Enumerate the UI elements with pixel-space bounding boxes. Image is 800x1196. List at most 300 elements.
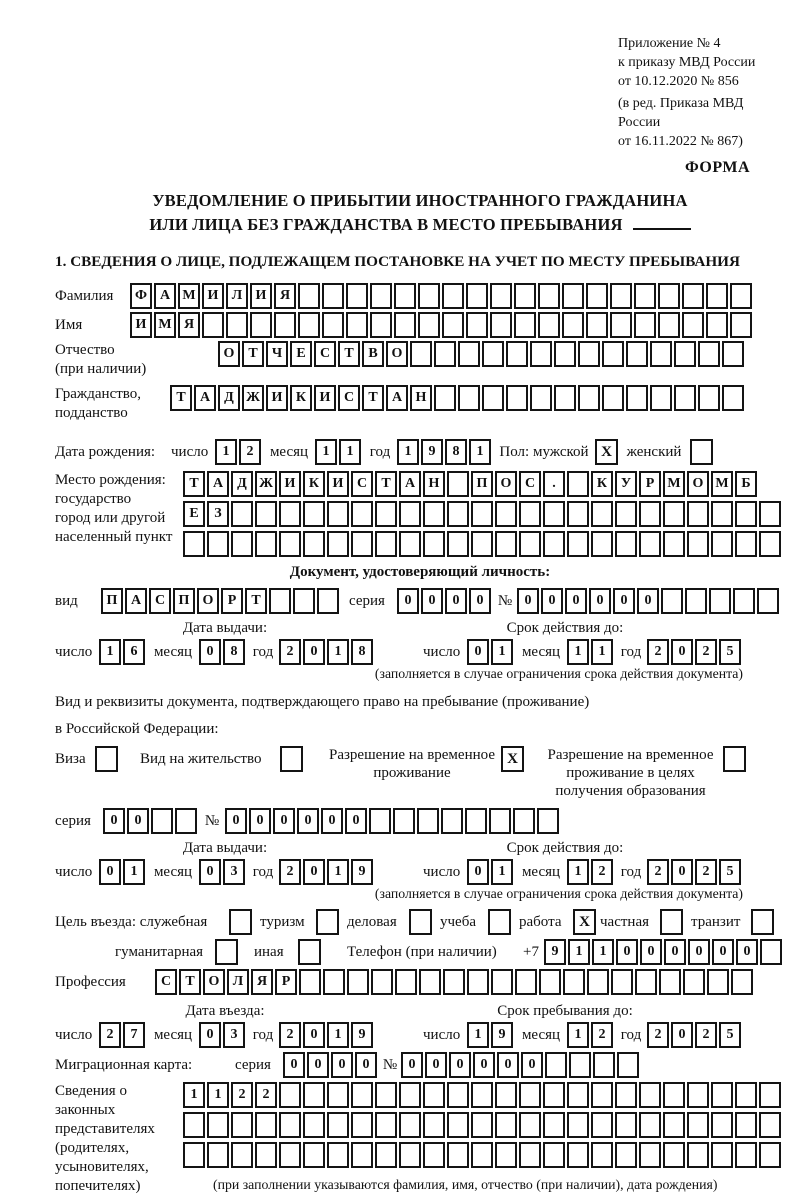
char-cell[interactable]: 5 [719, 1022, 741, 1048]
char-cell[interactable] [434, 341, 456, 367]
char-cell[interactable]: 2 [279, 1022, 301, 1048]
char-cell[interactable] [279, 501, 301, 527]
char-cell[interactable] [369, 808, 391, 834]
char-cell[interactable]: 1 [592, 939, 614, 965]
char-cell[interactable] [554, 385, 576, 411]
char-cell[interactable] [303, 531, 325, 557]
char-cell[interactable] [447, 1142, 469, 1168]
char-cell[interactable] [538, 312, 560, 338]
char-cell[interactable]: М [711, 471, 733, 497]
char-cell[interactable] [593, 1052, 615, 1078]
char-cell[interactable] [351, 1112, 373, 1138]
char-cell[interactable]: О [386, 341, 408, 367]
char-cell[interactable] [447, 531, 469, 557]
char-cell[interactable] [465, 808, 487, 834]
char-cell[interactable]: Т [170, 385, 192, 411]
char-cell[interactable]: У [615, 471, 637, 497]
char-cell[interactable] [639, 1082, 661, 1108]
char-cell[interactable]: Я [274, 283, 296, 309]
char-cell[interactable]: 0 [589, 588, 611, 614]
char-cell[interactable] [602, 341, 624, 367]
char-cell[interactable]: К [303, 471, 325, 497]
char-cell[interactable]: Ж [255, 471, 277, 497]
char-cell[interactable] [418, 283, 440, 309]
char-cell[interactable]: 5 [719, 639, 741, 665]
char-cell[interactable] [303, 1112, 325, 1138]
char-cell[interactable] [183, 1112, 205, 1138]
char-cell[interactable]: 0 [469, 588, 491, 614]
char-cell[interactable]: К [290, 385, 312, 411]
char-cell[interactable] [615, 531, 637, 557]
char-cell[interactable] [567, 531, 589, 557]
char-cell[interactable]: 0 [521, 1052, 543, 1078]
char-cell[interactable] [626, 385, 648, 411]
char-cell[interactable] [687, 1142, 709, 1168]
char-cell[interactable] [351, 1142, 373, 1168]
char-cell[interactable]: В [362, 341, 384, 367]
char-cell[interactable] [269, 588, 291, 614]
char-cell[interactable] [303, 1142, 325, 1168]
char-cell[interactable] [514, 312, 536, 338]
char-cell[interactable]: Б [735, 471, 757, 497]
char-cell[interactable]: 1 [568, 939, 590, 965]
char-cell[interactable] [255, 501, 277, 527]
char-cell[interactable]: Т [338, 341, 360, 367]
char-cell[interactable] [351, 1082, 373, 1108]
char-cell[interactable]: 0 [616, 939, 638, 965]
char-cell[interactable] [317, 588, 339, 614]
char-cell[interactable]: 2 [695, 1022, 717, 1048]
char-cell[interactable] [482, 341, 504, 367]
char-cell[interactable] [683, 969, 705, 995]
char-cell[interactable]: Л [227, 969, 249, 995]
char-cell[interactable]: 0 [307, 1052, 329, 1078]
char-cell[interactable] [495, 531, 517, 557]
char-cell[interactable]: И [250, 283, 272, 309]
char-cell[interactable]: 0 [449, 1052, 471, 1078]
char-cell[interactable] [375, 1082, 397, 1108]
char-cell[interactable]: 0 [127, 808, 149, 834]
char-cell[interactable] [375, 501, 397, 527]
char-cell[interactable]: И [130, 312, 152, 338]
char-cell[interactable] [635, 969, 657, 995]
char-cell[interactable]: П [101, 588, 123, 614]
char-cell[interactable] [759, 1112, 781, 1138]
char-cell[interactable] [537, 808, 559, 834]
char-cell[interactable] [650, 385, 672, 411]
char-cell[interactable]: М [154, 312, 176, 338]
char-cell[interactable]: Д [231, 471, 253, 497]
char-cell[interactable]: М [663, 471, 685, 497]
char-cell[interactable] [423, 1142, 445, 1168]
char-cell[interactable] [303, 1082, 325, 1108]
char-cell[interactable] [419, 969, 441, 995]
char-cell[interactable] [519, 1082, 541, 1108]
char-cell[interactable]: 0 [273, 808, 295, 834]
char-cell[interactable] [602, 385, 624, 411]
char-cell[interactable]: 0 [331, 1052, 353, 1078]
char-cell[interactable]: 1 [215, 439, 237, 465]
char-cell[interactable] [293, 588, 315, 614]
male-checkbox[interactable]: X [595, 439, 618, 465]
char-cell[interactable] [458, 385, 480, 411]
char-cell[interactable]: 1 [491, 639, 513, 665]
char-cell[interactable] [563, 969, 585, 995]
char-cell[interactable] [530, 385, 552, 411]
char-cell[interactable]: 1 [315, 439, 337, 465]
char-cell[interactable] [226, 312, 248, 338]
char-cell[interactable] [639, 531, 661, 557]
char-cell[interactable] [659, 969, 681, 995]
char-cell[interactable] [567, 1082, 589, 1108]
char-cell[interactable]: 8 [445, 439, 467, 465]
char-cell[interactable]: 1 [99, 639, 121, 665]
char-cell[interactable] [442, 312, 464, 338]
char-cell[interactable]: 0 [421, 588, 443, 614]
char-cell[interactable] [327, 501, 349, 527]
char-cell[interactable] [274, 312, 296, 338]
char-cell[interactable] [442, 283, 464, 309]
char-cell[interactable] [513, 808, 535, 834]
char-cell[interactable] [514, 283, 536, 309]
char-cell[interactable] [682, 312, 704, 338]
char-cell[interactable] [471, 1112, 493, 1138]
char-cell[interactable] [250, 312, 272, 338]
char-cell[interactable] [495, 1142, 517, 1168]
char-cell[interactable]: Р [639, 471, 661, 497]
char-cell[interactable] [591, 531, 613, 557]
char-cell[interactable] [183, 531, 205, 557]
char-cell[interactable] [489, 808, 511, 834]
char-cell[interactable] [687, 501, 709, 527]
char-cell[interactable]: 0 [640, 939, 662, 965]
visa-checkbox[interactable] [95, 746, 118, 772]
char-cell[interactable] [663, 501, 685, 527]
char-cell[interactable]: 0 [671, 639, 693, 665]
char-cell[interactable]: 9 [421, 439, 443, 465]
char-cell[interactable] [733, 588, 755, 614]
char-cell[interactable]: 0 [321, 808, 343, 834]
char-cell[interactable]: И [266, 385, 288, 411]
char-cell[interactable] [370, 312, 392, 338]
char-cell[interactable]: Р [221, 588, 243, 614]
purpose-work-checkbox[interactable]: X [573, 909, 596, 935]
char-cell[interactable]: Ж [242, 385, 264, 411]
purpose-business-checkbox[interactable] [409, 909, 432, 935]
char-cell[interactable]: 0 [199, 639, 221, 665]
char-cell[interactable] [519, 531, 541, 557]
char-cell[interactable] [735, 501, 757, 527]
char-cell[interactable]: Е [290, 341, 312, 367]
char-cell[interactable]: Д [218, 385, 240, 411]
purpose-private-checkbox[interactable] [660, 909, 683, 935]
char-cell[interactable]: Н [410, 385, 432, 411]
char-cell[interactable] [279, 1142, 301, 1168]
char-cell[interactable] [231, 501, 253, 527]
char-cell[interactable] [639, 1142, 661, 1168]
char-cell[interactable]: 0 [425, 1052, 447, 1078]
char-cell[interactable] [759, 1142, 781, 1168]
char-cell[interactable]: 0 [355, 1052, 377, 1078]
char-cell[interactable] [634, 312, 656, 338]
char-cell[interactable] [586, 283, 608, 309]
char-cell[interactable]: 1 [567, 1022, 589, 1048]
char-cell[interactable]: 0 [671, 1022, 693, 1048]
char-cell[interactable] [735, 1142, 757, 1168]
char-cell[interactable]: 2 [647, 859, 669, 885]
char-cell[interactable]: 9 [491, 1022, 513, 1048]
char-cell[interactable]: О [197, 588, 219, 614]
char-cell[interactable] [467, 969, 489, 995]
char-cell[interactable]: Т [362, 385, 384, 411]
char-cell[interactable] [447, 471, 469, 497]
char-cell[interactable]: С [314, 341, 336, 367]
char-cell[interactable] [279, 1082, 301, 1108]
char-cell[interactable]: 1 [327, 639, 349, 665]
char-cell[interactable]: 0 [303, 639, 325, 665]
char-cell[interactable] [685, 588, 707, 614]
char-cell[interactable] [722, 385, 744, 411]
char-cell[interactable] [466, 283, 488, 309]
char-cell[interactable]: И [314, 385, 336, 411]
char-cell[interactable]: Ф [130, 283, 152, 309]
char-cell[interactable] [298, 283, 320, 309]
char-cell[interactable] [682, 283, 704, 309]
char-cell[interactable] [327, 1142, 349, 1168]
char-cell[interactable] [661, 588, 683, 614]
char-cell[interactable]: 9 [544, 939, 566, 965]
char-cell[interactable]: 0 [445, 588, 467, 614]
char-cell[interactable]: О [495, 471, 517, 497]
char-cell[interactable]: 0 [283, 1052, 305, 1078]
char-cell[interactable] [471, 1142, 493, 1168]
char-cell[interactable] [663, 1112, 685, 1138]
char-cell[interactable]: О [218, 341, 240, 367]
char-cell[interactable] [466, 312, 488, 338]
char-cell[interactable] [375, 1142, 397, 1168]
char-cell[interactable]: Н [423, 471, 445, 497]
char-cell[interactable]: С [155, 969, 177, 995]
char-cell[interactable] [394, 283, 416, 309]
char-cell[interactable] [543, 531, 565, 557]
char-cell[interactable] [617, 1052, 639, 1078]
char-cell[interactable]: 1 [467, 1022, 489, 1048]
char-cell[interactable]: С [338, 385, 360, 411]
char-cell[interactable] [418, 312, 440, 338]
char-cell[interactable]: 1 [567, 639, 589, 665]
char-cell[interactable] [757, 588, 779, 614]
char-cell[interactable] [279, 531, 301, 557]
char-cell[interactable]: М [178, 283, 200, 309]
char-cell[interactable] [706, 312, 728, 338]
purpose-study-checkbox[interactable] [488, 909, 511, 935]
char-cell[interactable] [578, 385, 600, 411]
char-cell[interactable]: О [203, 969, 225, 995]
char-cell[interactable] [371, 969, 393, 995]
char-cell[interactable]: Т [242, 341, 264, 367]
char-cell[interactable] [207, 1142, 229, 1168]
char-cell[interactable]: А [194, 385, 216, 411]
char-cell[interactable]: 3 [223, 1022, 245, 1048]
char-cell[interactable]: С [351, 471, 373, 497]
purpose-tourism-checkbox[interactable] [316, 909, 339, 935]
char-cell[interactable] [255, 531, 277, 557]
char-cell[interactable] [255, 1112, 277, 1138]
char-cell[interactable] [569, 1052, 591, 1078]
char-cell[interactable] [674, 385, 696, 411]
purpose-official-checkbox[interactable] [229, 909, 252, 935]
char-cell[interactable] [658, 283, 680, 309]
char-cell[interactable]: 0 [401, 1052, 423, 1078]
char-cell[interactable] [610, 283, 632, 309]
char-cell[interactable]: 0 [517, 588, 539, 614]
char-cell[interactable]: 2 [591, 1022, 613, 1048]
char-cell[interactable]: 2 [279, 639, 301, 665]
char-cell[interactable]: И [279, 471, 301, 497]
char-cell[interactable]: 0 [345, 808, 367, 834]
char-cell[interactable] [322, 312, 344, 338]
char-cell[interactable]: Ч [266, 341, 288, 367]
char-cell[interactable] [543, 1082, 565, 1108]
char-cell[interactable] [698, 385, 720, 411]
char-cell[interactable] [490, 283, 512, 309]
char-cell[interactable]: А [386, 385, 408, 411]
residence-permit-checkbox[interactable] [280, 746, 303, 772]
char-cell[interactable]: Я [178, 312, 200, 338]
char-cell[interactable] [322, 283, 344, 309]
char-cell[interactable]: 1 [397, 439, 419, 465]
char-cell[interactable]: Т [183, 471, 205, 497]
char-cell[interactable]: 2 [239, 439, 261, 465]
char-cell[interactable] [298, 312, 320, 338]
char-cell[interactable] [423, 531, 445, 557]
char-cell[interactable] [591, 1112, 613, 1138]
char-cell[interactable] [151, 808, 173, 834]
char-cell[interactable] [183, 1142, 205, 1168]
char-cell[interactable] [539, 969, 561, 995]
char-cell[interactable] [399, 1082, 421, 1108]
char-cell[interactable]: 0 [225, 808, 247, 834]
char-cell[interactable] [447, 501, 469, 527]
char-cell[interactable] [519, 501, 541, 527]
char-cell[interactable] [711, 501, 733, 527]
char-cell[interactable] [730, 283, 752, 309]
char-cell[interactable] [471, 1082, 493, 1108]
char-cell[interactable]: 1 [207, 1082, 229, 1108]
char-cell[interactable] [591, 1082, 613, 1108]
char-cell[interactable] [586, 312, 608, 338]
char-cell[interactable] [231, 531, 253, 557]
char-cell[interactable] [611, 969, 633, 995]
char-cell[interactable] [207, 1112, 229, 1138]
char-cell[interactable] [735, 1112, 757, 1138]
char-cell[interactable]: 0 [467, 639, 489, 665]
char-cell[interactable]: 1 [327, 859, 349, 885]
char-cell[interactable]: 8 [351, 639, 373, 665]
char-cell[interactable] [658, 312, 680, 338]
char-cell[interactable]: 2 [231, 1082, 253, 1108]
char-cell[interactable]: 2 [695, 859, 717, 885]
char-cell[interactable] [515, 969, 537, 995]
temp-residence-edu-checkbox[interactable] [723, 746, 746, 772]
char-cell[interactable] [730, 312, 752, 338]
char-cell[interactable]: 0 [565, 588, 587, 614]
char-cell[interactable]: 2 [255, 1082, 277, 1108]
char-cell[interactable] [634, 283, 656, 309]
char-cell[interactable] [346, 312, 368, 338]
char-cell[interactable]: О [687, 471, 709, 497]
char-cell[interactable] [490, 312, 512, 338]
char-cell[interactable]: 2 [591, 859, 613, 885]
char-cell[interactable] [610, 312, 632, 338]
char-cell[interactable]: Е [183, 501, 205, 527]
purpose-transit-checkbox[interactable] [751, 909, 774, 935]
char-cell[interactable] [687, 531, 709, 557]
char-cell[interactable] [370, 283, 392, 309]
char-cell[interactable] [543, 1142, 565, 1168]
char-cell[interactable]: 9 [351, 859, 373, 885]
char-cell[interactable] [707, 969, 729, 995]
char-cell[interactable] [759, 501, 781, 527]
char-cell[interactable] [615, 1112, 637, 1138]
char-cell[interactable] [423, 1082, 445, 1108]
char-cell[interactable] [760, 939, 782, 965]
char-cell[interactable] [735, 531, 757, 557]
char-cell[interactable] [327, 1082, 349, 1108]
char-cell[interactable]: А [399, 471, 421, 497]
char-cell[interactable] [471, 501, 493, 527]
char-cell[interactable]: 2 [647, 639, 669, 665]
char-cell[interactable]: 0 [103, 808, 125, 834]
purpose-humanitarian-checkbox[interactable] [215, 939, 238, 965]
char-cell[interactable]: 0 [199, 1022, 221, 1048]
char-cell[interactable] [443, 969, 465, 995]
char-cell[interactable] [175, 808, 197, 834]
char-cell[interactable] [399, 1142, 421, 1168]
char-cell[interactable] [687, 1112, 709, 1138]
char-cell[interactable] [327, 1112, 349, 1138]
char-cell[interactable]: 2 [647, 1022, 669, 1048]
char-cell[interactable] [554, 341, 576, 367]
char-cell[interactable] [543, 501, 565, 527]
char-cell[interactable] [731, 969, 753, 995]
purpose-other-checkbox[interactable] [298, 939, 321, 965]
char-cell[interactable]: 0 [541, 588, 563, 614]
char-cell[interactable]: Л [226, 283, 248, 309]
char-cell[interactable] [567, 471, 589, 497]
char-cell[interactable] [399, 531, 421, 557]
char-cell[interactable] [375, 531, 397, 557]
char-cell[interactable]: 0 [467, 859, 489, 885]
char-cell[interactable]: И [327, 471, 349, 497]
char-cell[interactable]: 1 [123, 859, 145, 885]
char-cell[interactable] [495, 501, 517, 527]
char-cell[interactable]: 0 [303, 1022, 325, 1048]
char-cell[interactable] [709, 588, 731, 614]
char-cell[interactable]: 5 [719, 859, 741, 885]
char-cell[interactable]: 8 [223, 639, 245, 665]
char-cell[interactable]: 0 [473, 1052, 495, 1078]
char-cell[interactable]: 0 [637, 588, 659, 614]
char-cell[interactable] [759, 531, 781, 557]
char-cell[interactable] [506, 341, 528, 367]
char-cell[interactable]: 0 [199, 859, 221, 885]
char-cell[interactable] [447, 1082, 469, 1108]
char-cell[interactable] [441, 808, 463, 834]
char-cell[interactable] [639, 1112, 661, 1138]
char-cell[interactable]: 1 [469, 439, 491, 465]
char-cell[interactable] [303, 501, 325, 527]
